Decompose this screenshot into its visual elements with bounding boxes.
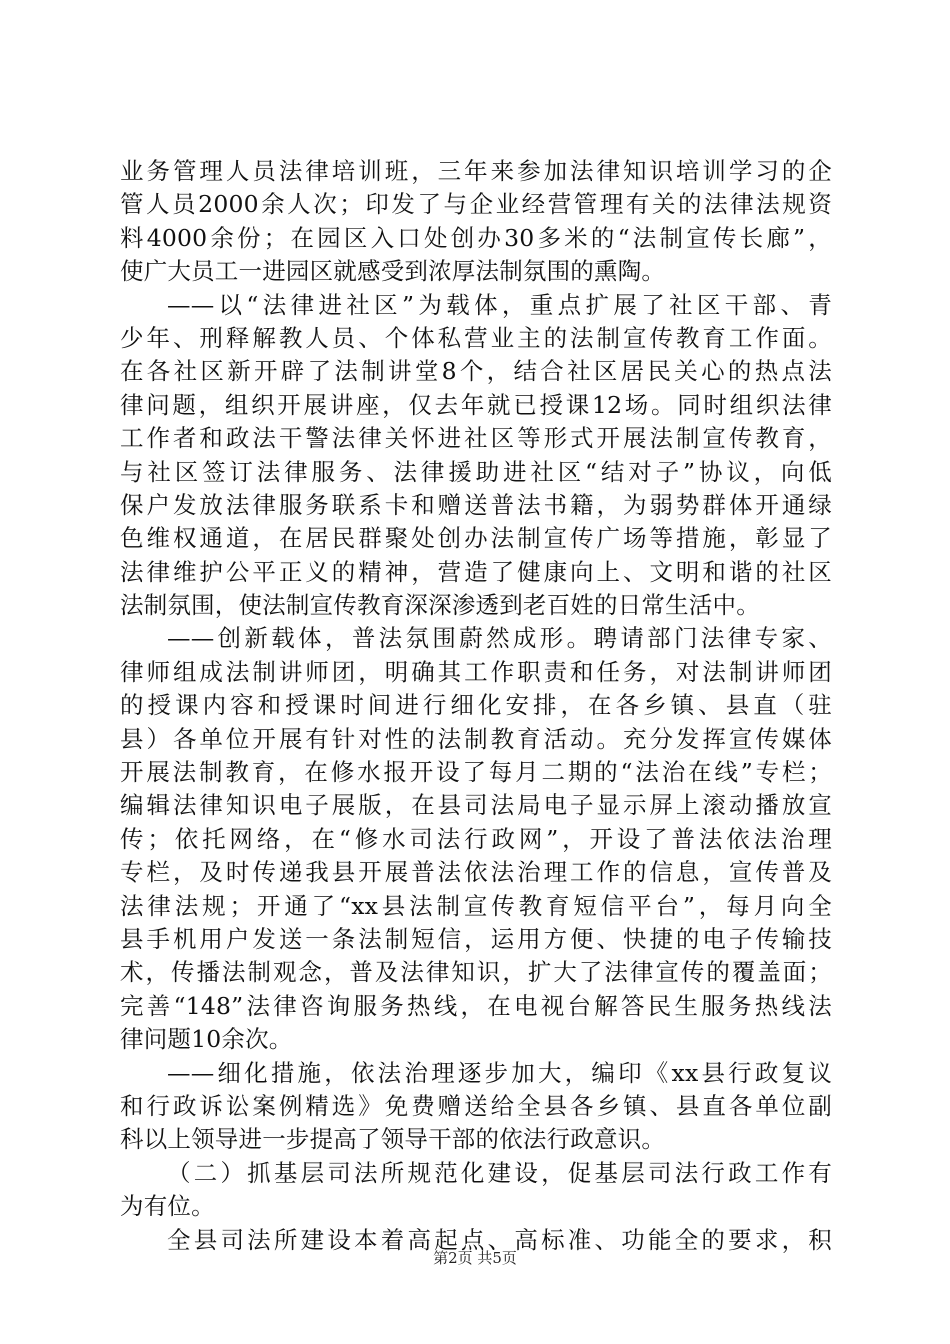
text-line: 的授课内容和授课时间进行细化安排，在各乡镇、县直（驻 (120, 691, 832, 720)
text-line: 业务管理人员法律培训班，三年来参加法律知识培训学习的企 (120, 157, 832, 185)
text-line: ——细化措施，依法治理逐步加大，编印《xx县行政复议 (167, 1058, 832, 1087)
text-line: 使广大员工一进园区就感受到浓厚法制氛围的熏陶。 (120, 257, 666, 286)
text-line: 色维权通道，在居民群聚处创办法制宣传广场等措施，彰显了 (120, 524, 832, 553)
document-body (120, 155, 832, 1257)
text-line: 专栏，及时传递我县开展普法依法治理工作的信息，宣传普及 (120, 858, 832, 887)
text-line: ——创新载体，普法氛围蔚然成形。聘请部门法律专家、 (167, 624, 832, 653)
text-line: 法制氛围，使法制宣传教育深深渗透到老百姓的日常生活中。 (120, 591, 760, 620)
text-line: 科以上领导进一步提高了领导干部的依法行政意识。 (120, 1125, 666, 1154)
text-line: 开展法制教育，在修水报开设了每月二期的“法治在线”专栏； (120, 758, 832, 787)
text-line: 县手机用户发送一条法制短信，运用方便、快捷的电子传输技 (120, 924, 832, 953)
text-line: 律问题，组织开展讲座，仅去年就已授课12场。同时组织法律 (120, 390, 832, 419)
text-line: 术，传播法制观念，普及法律知识，扩大了法律宣传的覆盖面； (120, 958, 832, 987)
text-line: 为有位。 (120, 1192, 215, 1221)
text-line: 传；依托网络，在“修水司法行政网”，开设了普法依法治理 (120, 824, 832, 853)
text-line: 和行政诉讼案例精选》免费赠送给全县各乡镇、县直各单位副 (120, 1091, 832, 1120)
text-line: 完善“148”法律咨询服务热线，在电视台解答民生服务热线法 (120, 991, 832, 1020)
text-line: 法律维护公平正义的精神，营造了健康向上、文明和谐的社区 (120, 557, 832, 586)
text-line: 保户发放法律服务联系卡和赠送普法书籍，为弱势群体开通绿 (120, 490, 832, 519)
text-line: （二）抓基层司法所规范化建设，促基层司法行政工作有 (167, 1158, 832, 1187)
page-footer: 第2页 共5页 (433, 1249, 517, 1267)
text-line: 编辑法律知识电子展版，在县司法局电子显示屏上滚动播放宣 (120, 791, 832, 820)
text-line: 律师组成法制讲师团，明确其工作职责和任务，对法制讲师团 (120, 657, 832, 686)
text-line: 法律法规；开通了“xx县法制宣传教育短信平台”，每月向全 (120, 891, 832, 920)
text-line: 在各社区新开辟了法制讲堂8个，结合社区居民关心的热点法 (120, 357, 832, 386)
text-line: 料4000余份；在园区入口处创办30多米的“法制宣传长廊”， (120, 223, 832, 252)
text-line: 与社区签订法律服务、法律援助进社区“结对子”协议，向低 (120, 457, 832, 486)
text-line: 少年、刑释解教人员、个体私营业主的法制宣传教育工作面。 (120, 323, 832, 352)
text-line: 全县司法所建设本着高起点、高标准、功能全的要求，积 (167, 1225, 832, 1254)
text-line: 县）各单位开展有针对性的法制教育活动。充分发挥宣传媒体 (120, 724, 832, 753)
text-line: 律问题10余次。 (120, 1025, 293, 1054)
text-line: 管人员2000余人次；印发了与企业经营管理有关的法律法规资 (120, 190, 832, 219)
text-line: ——以“法律进社区”为载体，重点扩展了社区干部、青 (167, 290, 832, 319)
text-line: 工作者和政法干警法律关怀进社区等形式开展法制宣传教育， (120, 424, 832, 453)
